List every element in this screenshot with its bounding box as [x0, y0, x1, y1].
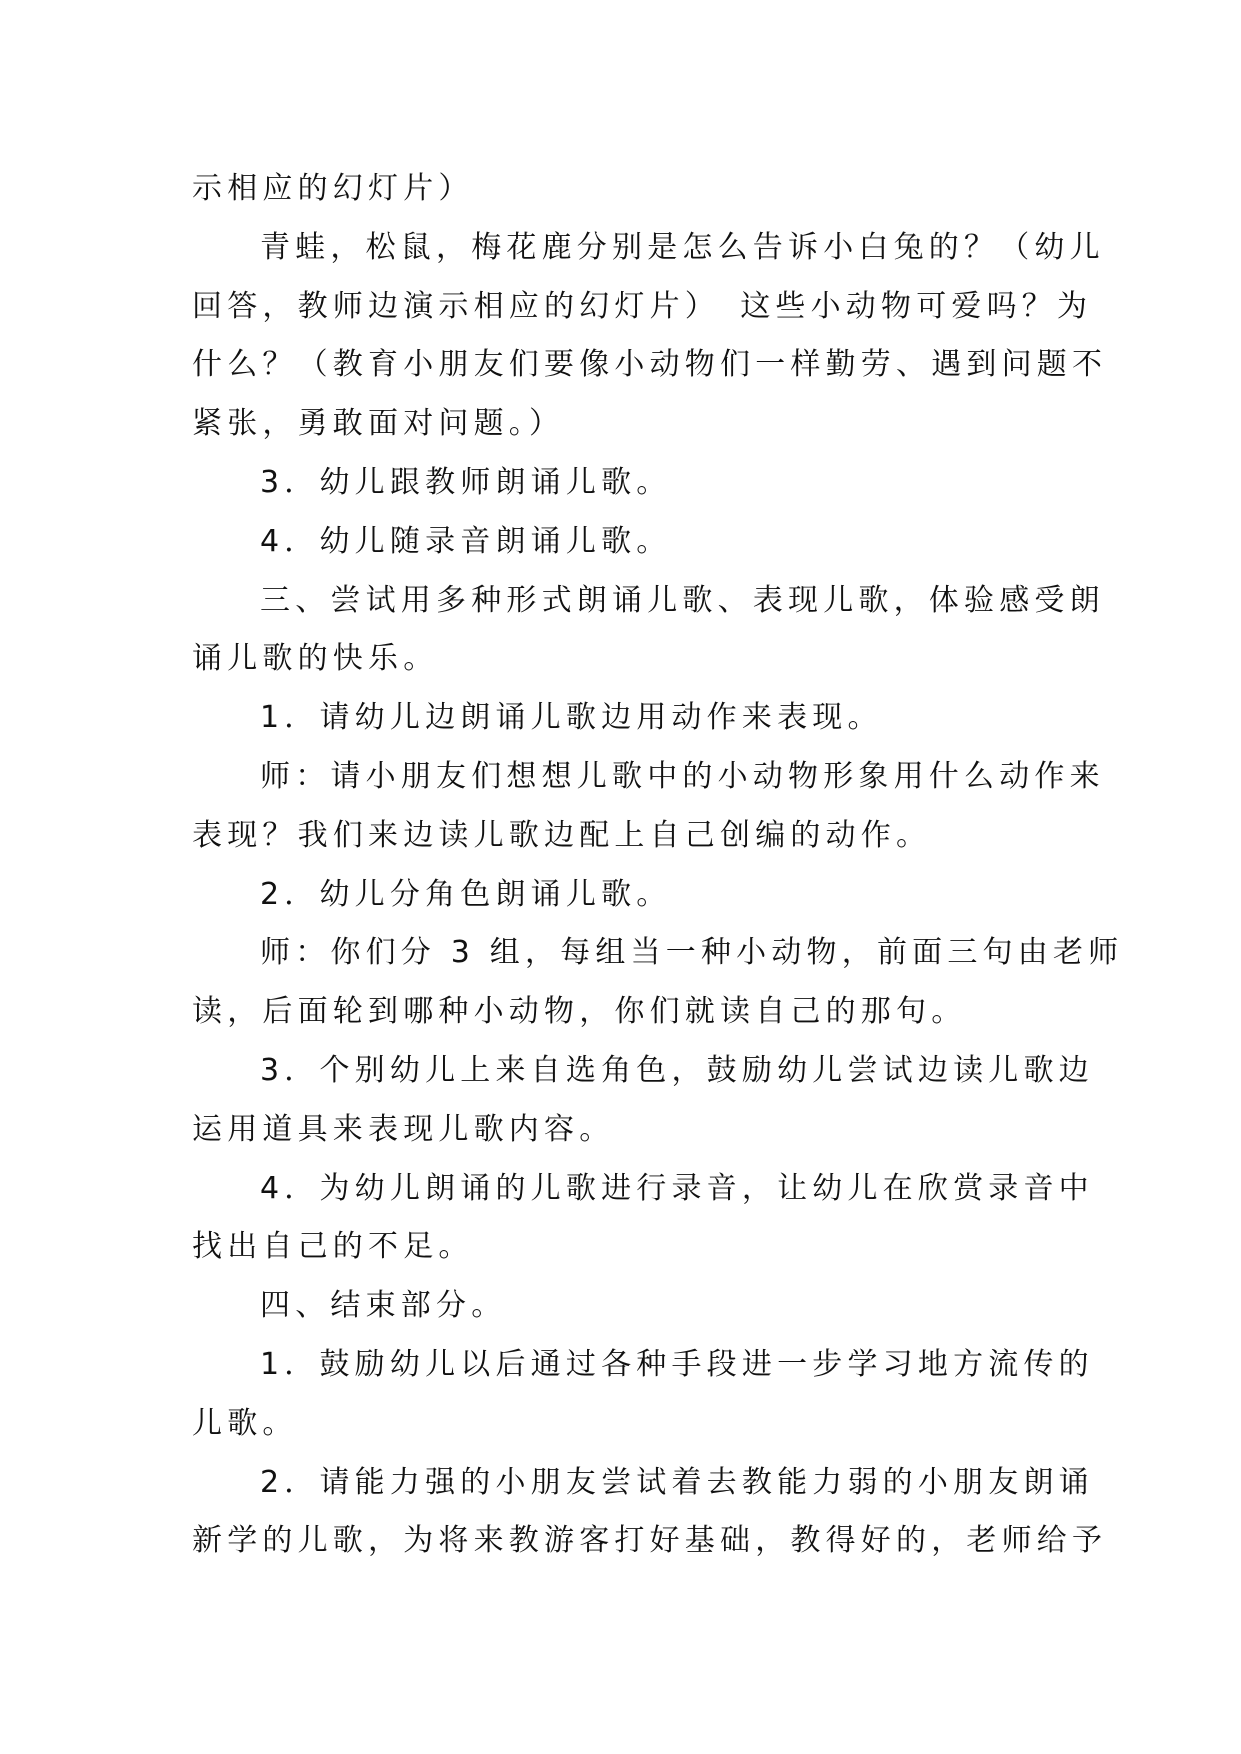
- text-line: 3．个别幼儿上来自选角色，鼓励幼儿尝试边读儿歌边: [260, 1052, 1094, 1088]
- text-line: 儿歌。: [192, 1405, 298, 1441]
- text-line: 回答，教师边演示相应的幻灯片） 这些小动物可爱吗？为: [192, 288, 1093, 324]
- text-line: 师：请小朋友们想想儿歌中的小动物形象用什么动作来: [260, 758, 1105, 794]
- text-line: 诵儿歌的快乐。: [192, 641, 439, 677]
- text-line: 找出自己的不足。: [192, 1229, 474, 1265]
- text-line: 新学的儿歌，为将来教游客打好基础，教得好的，老师给予: [192, 1523, 1108, 1559]
- text-line: 读，后面轮到哪种小动物，你们就读自己的那句。: [192, 994, 967, 1030]
- text-line: 1．鼓励幼儿以后通过各种手段进一步学习地方流传的: [260, 1346, 1094, 1382]
- text-line: 示相应的幻灯片）: [192, 171, 474, 206]
- text-line: 青蛙，松鼠，梅花鹿分别是怎么告诉小白兔的？（幼儿: [260, 229, 1105, 265]
- text-line: 2．请能力强的小朋友尝试着去教能力弱的小朋友朗诵: [260, 1464, 1094, 1500]
- text-line: 2．幼儿分角色朗诵儿歌。: [260, 876, 672, 912]
- text-line: 运用道具来表现儿歌内容。: [192, 1111, 615, 1147]
- text-line: 三、尝试用多种形式朗诵儿歌、表现儿歌，体验感受朗: [260, 582, 1105, 618]
- text-line: 紧张，勇敢面对问题。）: [192, 406, 565, 442]
- text-line: 四、结束部分。: [260, 1288, 507, 1324]
- document-body: [192, 160, 1124, 1571]
- text-line: 1．请幼儿边朗诵儿歌边用动作来表现。: [260, 700, 883, 736]
- text-line: 4．为幼儿朗诵的儿歌进行录音，让幼儿在欣赏录音中: [260, 1170, 1094, 1206]
- text-line: 表现？我们来边读儿歌边配上自己创编的动作。: [192, 817, 932, 853]
- text-line: 什么？（教育小朋友们要像小动物们一样勤劳、遇到问题不: [192, 347, 1108, 383]
- text-line: 4．幼儿随录音朗诵儿歌。: [260, 523, 672, 559]
- text-line: 师：你们分 3 组，每组当一种小动物，前面三句由老师: [260, 935, 1124, 971]
- text-line: 3．幼儿跟教师朗诵儿歌。: [260, 464, 672, 500]
